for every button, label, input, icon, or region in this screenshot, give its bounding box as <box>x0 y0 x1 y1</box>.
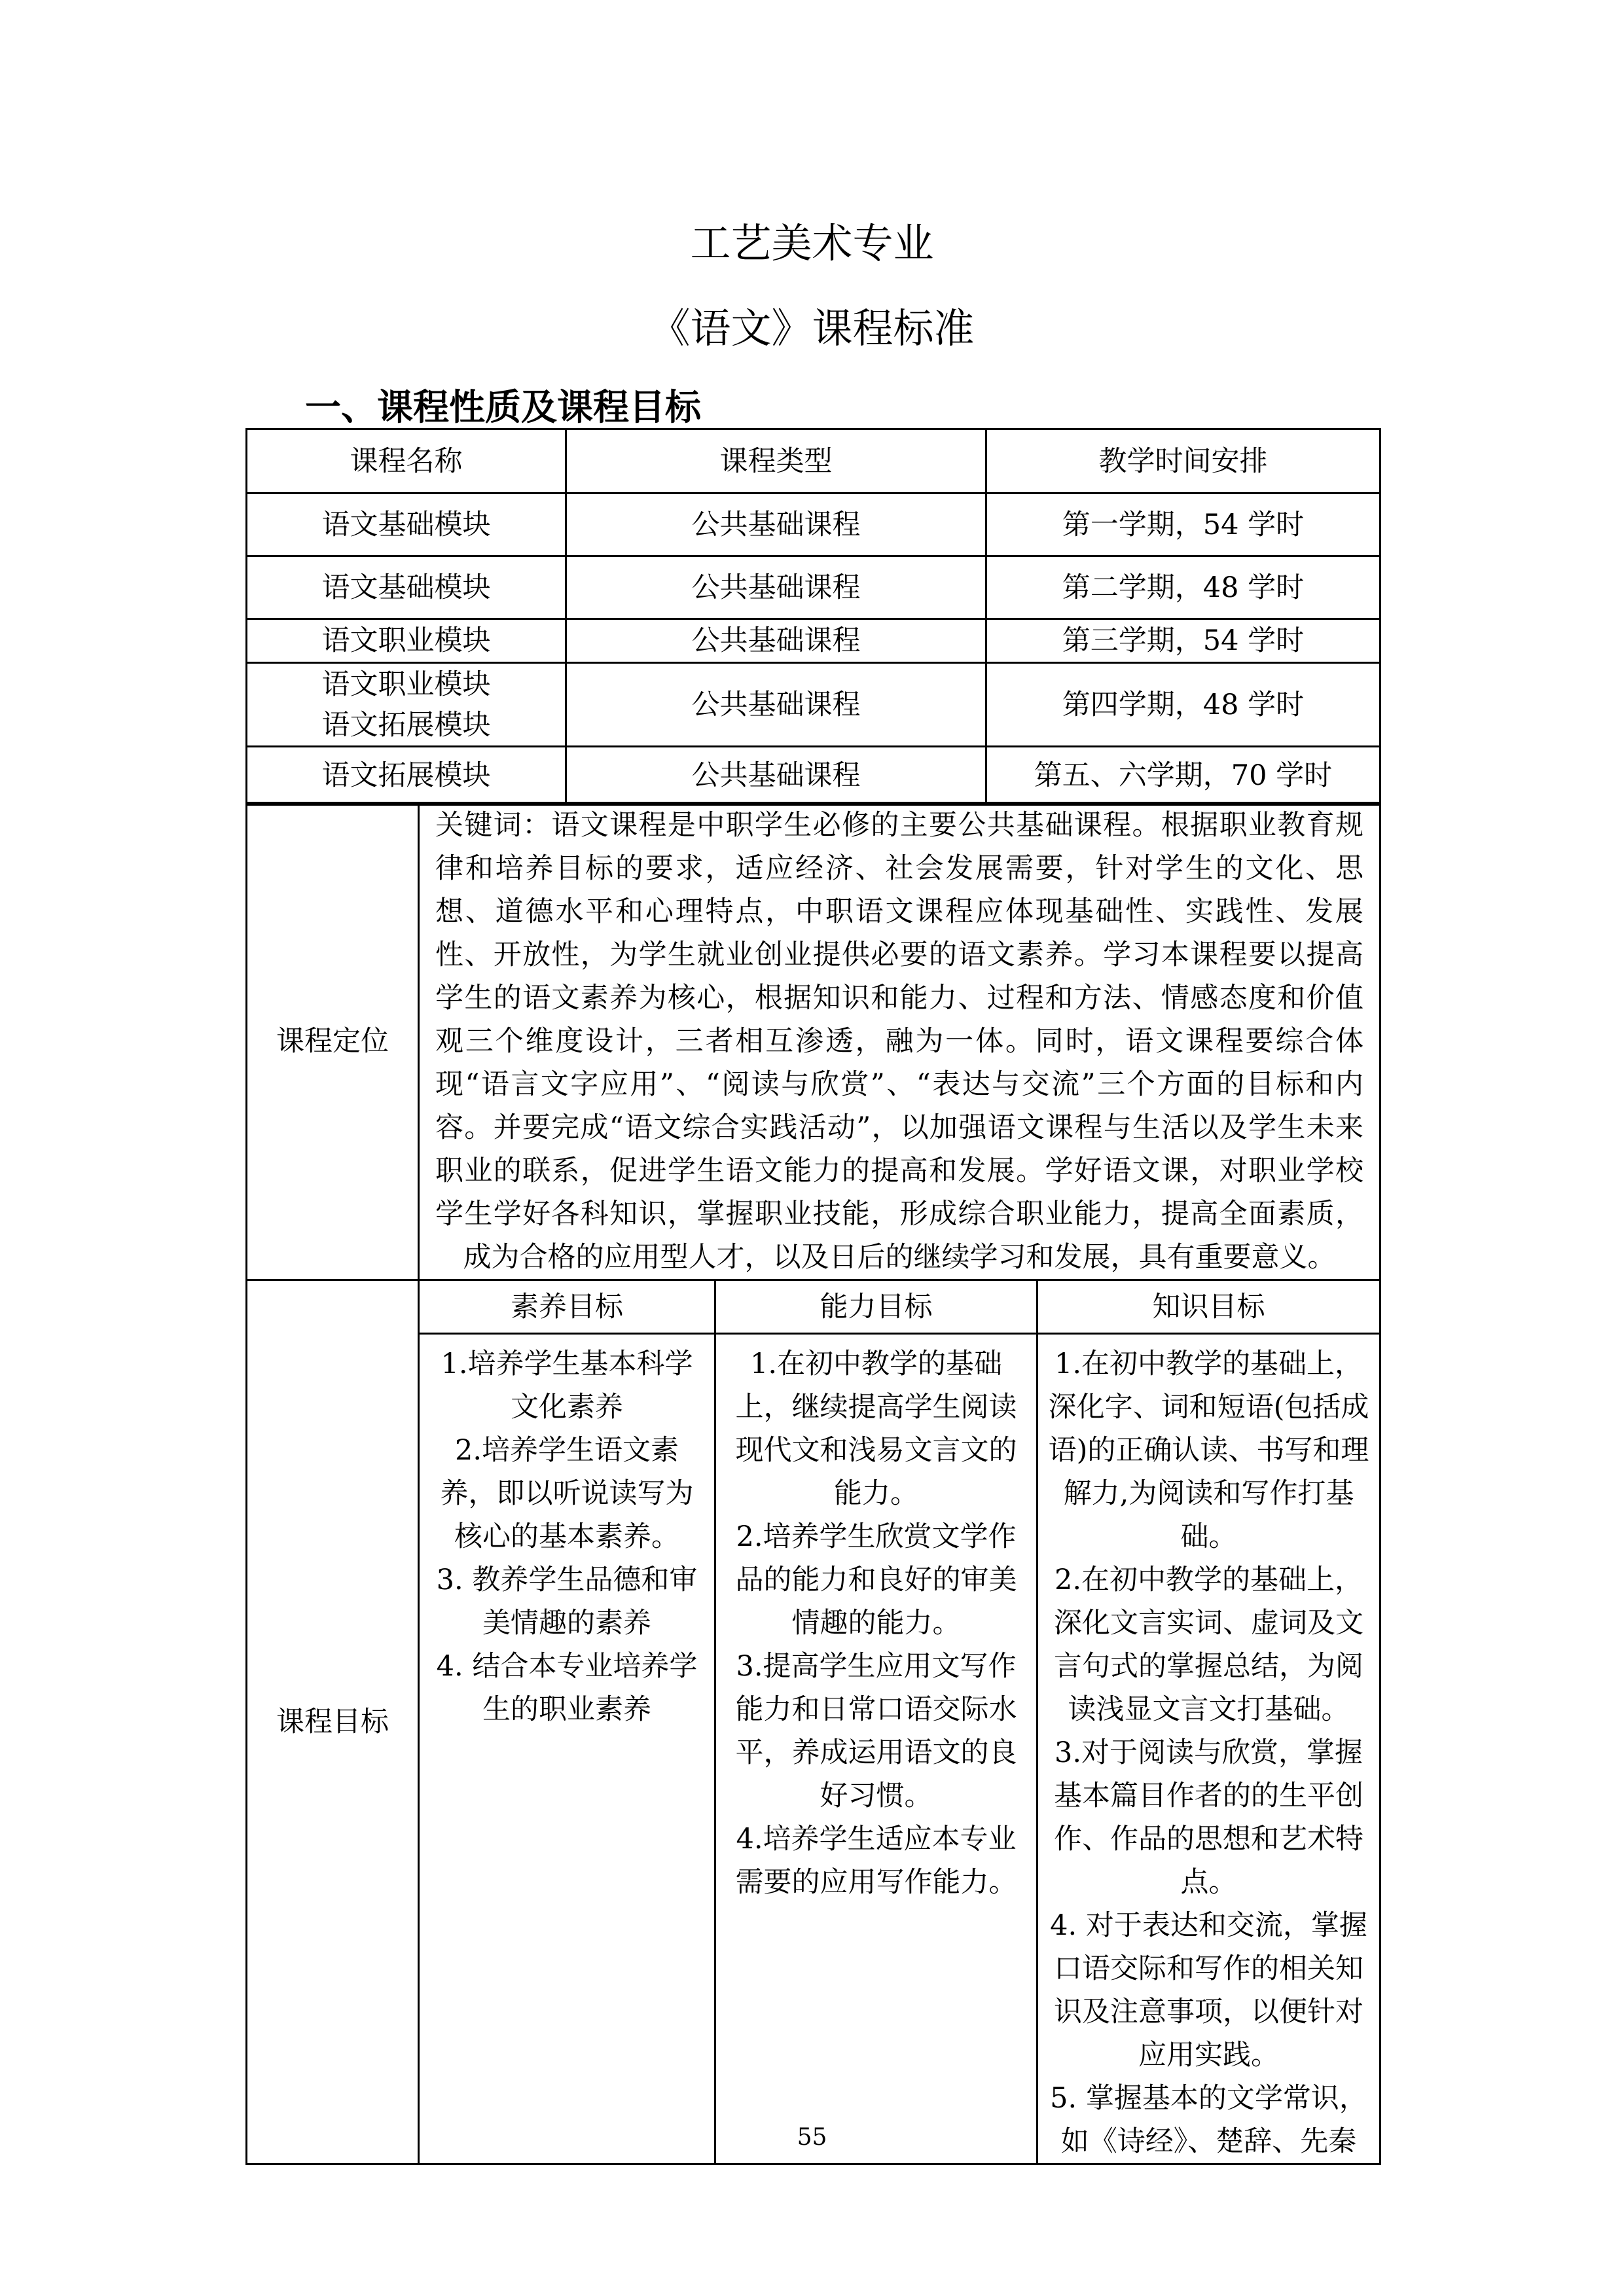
cell-schedule: 第一学期，54 学时 <box>986 493 1380 556</box>
table-row <box>247 663 1380 747</box>
list-item: 2.培养学生语文素养，即以听说读写为核心的基本素养。 <box>440 1434 694 1553</box>
cell-course-name: 语文拓展模块 <box>247 747 566 805</box>
cell-schedule: 第五、六学期，70 学时 <box>986 747 1380 805</box>
course-name-line: 语文拓展模块 <box>321 708 491 742</box>
cell-course-type: 公共基础课程 <box>566 619 986 663</box>
list-item: 5. 掌握基本的文学常识，如《诗经》、楚辞、先秦 <box>1050 2082 1367 2158</box>
cell-schedule: 第三学期，54 学时 <box>986 619 1380 663</box>
objectives-header-row <box>247 1280 1380 1334</box>
cell-course-name: 语文基础模块 <box>247 556 566 619</box>
list-item: 4. 对于表达和交流，掌握口语交际和写作的相关知识及注意事项，以便针对应用实践。 <box>1050 1909 1367 2072</box>
list-item: 4.培养学生适应本专业需要的应用写作能力。 <box>735 1823 1017 1899</box>
list-item: 3.对于阅读与欣赏，掌握基本篇目作者的的生平创作、作品的思想和艺术特点。 <box>1054 1736 1363 1899</box>
objectives-label: 课程目标 <box>247 1280 419 2164</box>
knowledge-goals <box>1038 1334 1380 2164</box>
header-course-type: 课程类型 <box>566 429 986 493</box>
cell-course-type: 公共基础课程 <box>566 556 986 619</box>
literacy-goals <box>419 1334 715 2164</box>
list-item: 1.在初中教学的基础上，深化字、词和短语(包括成语)的正确认读、书写和理解力,为阅读和写作打基础。 <box>1048 1348 1369 1553</box>
cell-course-name: 语文基础模块 <box>247 493 566 556</box>
header-course-name: 课程名称 <box>247 429 566 493</box>
cell-course-type: 公共基础课程 <box>566 747 986 805</box>
table-row <box>247 493 1380 556</box>
list-item: 2.在初中教学的基础上，深化文言实词、虚词及文言句式的掌握总结，为阅读浅显文言文打基础。 <box>1054 1564 1363 1726</box>
positioning-text: 关键词：语文课程是中职学生必修的主要公共基础课程。根据职业教育规律和培养目标的要求，适应经济、社会发展需要，针对学生的文化、思想、道德水平和心理特点，中职语文课程应体现基础性、实践性、发展性、开放性，为学生就业创业提供必要的语文素养。学习本课程要以提高学生的语文素养为核心，根据知识和能力、过程和方法、情感态度和价值观三个维度设计，三者相互渗透，融为一体。同时，语文课程要综合体现“语言文字应用”、“阅读与欣赏”、“表达与交流”三个方面的目标和内容。并要完成“语文综合实践活动”，以加强语文课程与生活以及学生未来职业的联系，促进学生语文能力的提高和发展。学好语文课，对职业学校学生学好各科知识，掌握职业技能，形成综合职业能力，提高全面素质，成为合格的应用型人才，以及日后的继续学习和发展，具有重要意义。 <box>419 803 1380 1280</box>
list-item: 3.提高学生应用文写作能力和日常口语交际水平，养成运用语文的良好习惯。 <box>735 1650 1017 1812</box>
header-schedule: 教学时间安排 <box>986 429 1380 493</box>
cell-schedule: 第四学期，48 学时 <box>986 663 1380 747</box>
document-title-major: 工艺美术专业 <box>690 219 934 267</box>
positioning-row <box>247 803 1380 1280</box>
cell-course-name: 语文职业模块 <box>247 619 566 663</box>
list-item: 3. 教养学生品德和审美情趣的素养 <box>436 1564 698 1640</box>
section-heading: 一、课程性质及课程目标 <box>305 386 702 428</box>
cell-course-type: 公共基础课程 <box>566 663 986 747</box>
table-row <box>247 619 1380 663</box>
header-literacy-goal: 素养目标 <box>419 1280 715 1334</box>
header-knowledge-goal: 知识目标 <box>1038 1280 1380 1334</box>
list-item: 1.在初中教学的基础上，继续提高学生阅读现代文和浅易文言文的能力。 <box>735 1348 1017 1510</box>
cell-schedule: 第二学期，48 学时 <box>986 556 1380 619</box>
table-row <box>247 556 1380 619</box>
list-item: 1.培养学生基本科学文化素养 <box>441 1348 693 1424</box>
document-title-course: 《语文》课程标准 <box>649 304 975 352</box>
list-item: 2.培养学生欣赏文学作品的能力和良好的审美情趣的能力。 <box>735 1520 1017 1640</box>
cell-course-type: 公共基础课程 <box>566 493 986 556</box>
course-detail-table <box>245 802 1381 2165</box>
page-number: 55 <box>797 2124 827 2151</box>
cell-course-name <box>247 663 566 747</box>
course-name-line: 语文职业模块 <box>321 668 491 701</box>
positioning-label: 课程定位 <box>247 803 419 1280</box>
table-header-row <box>247 429 1380 493</box>
table-row <box>247 747 1380 805</box>
header-ability-goal: 能力目标 <box>715 1280 1038 1334</box>
schedule-table <box>245 428 1381 806</box>
list-item: 4. 结合本专业培养学生的职业素养 <box>436 1650 698 1726</box>
ability-goals <box>715 1334 1038 2164</box>
